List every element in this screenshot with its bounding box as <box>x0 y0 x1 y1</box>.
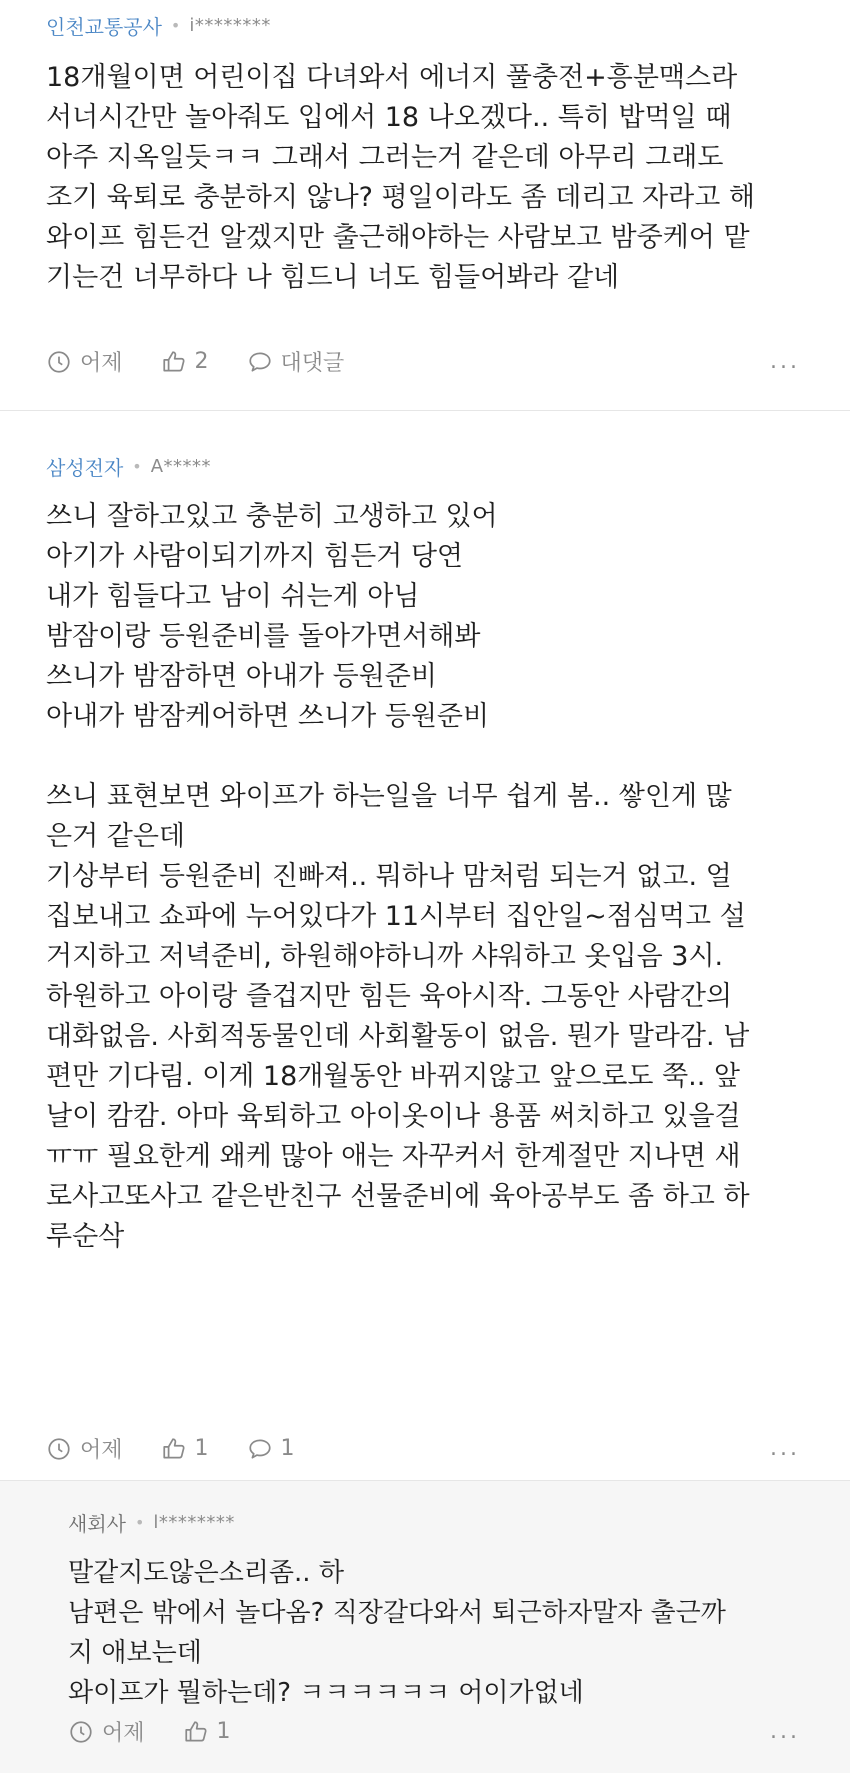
company-name[interactable]: 새회사 <box>68 1511 126 1536</box>
comment-meta <box>46 0 804 38</box>
reply-comment <box>0 1480 850 1773</box>
separator-dot: • <box>132 456 142 476</box>
separator-dot: • <box>170 15 181 35</box>
comment-meta <box>46 411 804 479</box>
comment-actions <box>68 1716 804 1747</box>
clock-icon <box>46 349 72 375</box>
more-options-button[interactable]: ... <box>770 349 800 374</box>
like-count: 1 <box>216 1719 231 1744</box>
comment-meta <box>68 1481 804 1535</box>
reply-button[interactable] <box>247 1436 295 1462</box>
comment-body: 말같지도않은소리좀.. 하 남편은 밖에서 놀다옴? 직장갈다와서 퇴근하자말자 출근까 지 애보는데 와이프가 뭘하는데? ㅋㅋㅋㅋㅋㅋ 어이가없네 <box>68 1558 726 1708</box>
reply-button[interactable] <box>247 346 345 377</box>
thumbs-up-icon <box>161 349 187 375</box>
reply-count: 1 <box>280 1436 295 1461</box>
clock-icon <box>68 1719 94 1745</box>
like-count: 2 <box>194 349 209 374</box>
thumbs-up-icon <box>161 1436 187 1462</box>
company-name[interactable]: 인천교통공사 <box>46 14 162 39</box>
timestamp <box>46 346 123 377</box>
speech-bubble-icon <box>247 349 273 375</box>
timestamp-label: 어제 <box>102 1721 145 1746</box>
comment-actions <box>46 1433 804 1464</box>
separator-dot: • <box>134 1512 145 1532</box>
comment-actions <box>46 346 804 377</box>
timestamp-label: 어제 <box>80 351 123 376</box>
timestamp <box>46 1433 123 1464</box>
like-count: 1 <box>194 1436 209 1461</box>
comment <box>0 410 850 1480</box>
clock-icon <box>46 1436 72 1462</box>
company-name[interactable]: 삼성전자 <box>46 455 124 480</box>
more-options-button[interactable]: ... <box>770 1719 800 1744</box>
like-button[interactable] <box>183 1719 231 1745</box>
speech-bubble-icon <box>247 1436 273 1462</box>
like-button[interactable] <box>161 349 209 375</box>
comment-body: 18개월이면 어린이집 다녀와서 에너지 풀충전+흥분맥스라 서너시간만 놀아줘도 입에서 18 나오겠다.. 특히 밥먹일 때 아주 지옥일듯ㅋㅋ 그래서 그러는거 같은데 아무리 그래도 조기 육퇴로 충분하지 않나? 평일이라도 좀 데리고 자라고 해 와이프 힘든건 알겠지만 출근해야하는 사람보고 밤중케어 맡 기는건 너무하다 나 힘드니 너도 힘들어봐라 같네 <box>46 62 755 293</box>
comment-body: 쓰니 잘하고있고 충분히 고생하고 있어 아기가 사람이되기까지 힘든거 당연 내가 힘들다고 남이 쉬는게 아님 밤잠이랑 등원준비를 돌아가면서해봐 쓰니가 밤잠하면 아내가 등원준비 아내가 밤잠케어하면 쓰니가 등원준비 쓰니 표현보면 와이프가 하는일을 너무 쉽게 봄.. 쌓인게 많 은거 같은데 기상부터 등원준비 진빠져.. 뭐하나 맘처럼 되는거 없고. 얼 집보내고 쇼파에 누어있다가 11시부터 집안일~점심먹고 설 거지하고 저녁준비, 하원해야하니까 샤워하고 옷입음 3시. 하원하고 아이랑 즐겁지만 힘든 육아시작. 그동안 사람간의 대화없음. 사회적동물인데 사회활동이 없음. 뭔가 말라감. 남 편만 기다림. 이게 18개월동안 바뀌지않고 앞으로도 쭉.. 앞 날이 캄캄. 아마 육퇴하고 아이옷이나 용품 써치하고 있을걸 ㅠㅠ 필요한게 왜케 많아 애는 자꾸커서 한계절만 지나면 새 로사고또사고 같은반친구 선물준비에 육아공부도 좀 하고 하 루순삭 <box>46 501 750 1252</box>
reply-label: 대댓글 <box>280 351 345 376</box>
timestamp-label: 어제 <box>80 1438 123 1463</box>
comment <box>0 0 850 410</box>
user-id: l******** <box>153 1511 235 1533</box>
like-button[interactable] <box>161 1436 209 1462</box>
more-options-button[interactable]: ... <box>770 1436 800 1461</box>
thumbs-up-icon <box>183 1719 209 1745</box>
user-id: A***** <box>150 455 212 477</box>
user-id: i******** <box>189 14 271 36</box>
timestamp <box>68 1716 145 1747</box>
